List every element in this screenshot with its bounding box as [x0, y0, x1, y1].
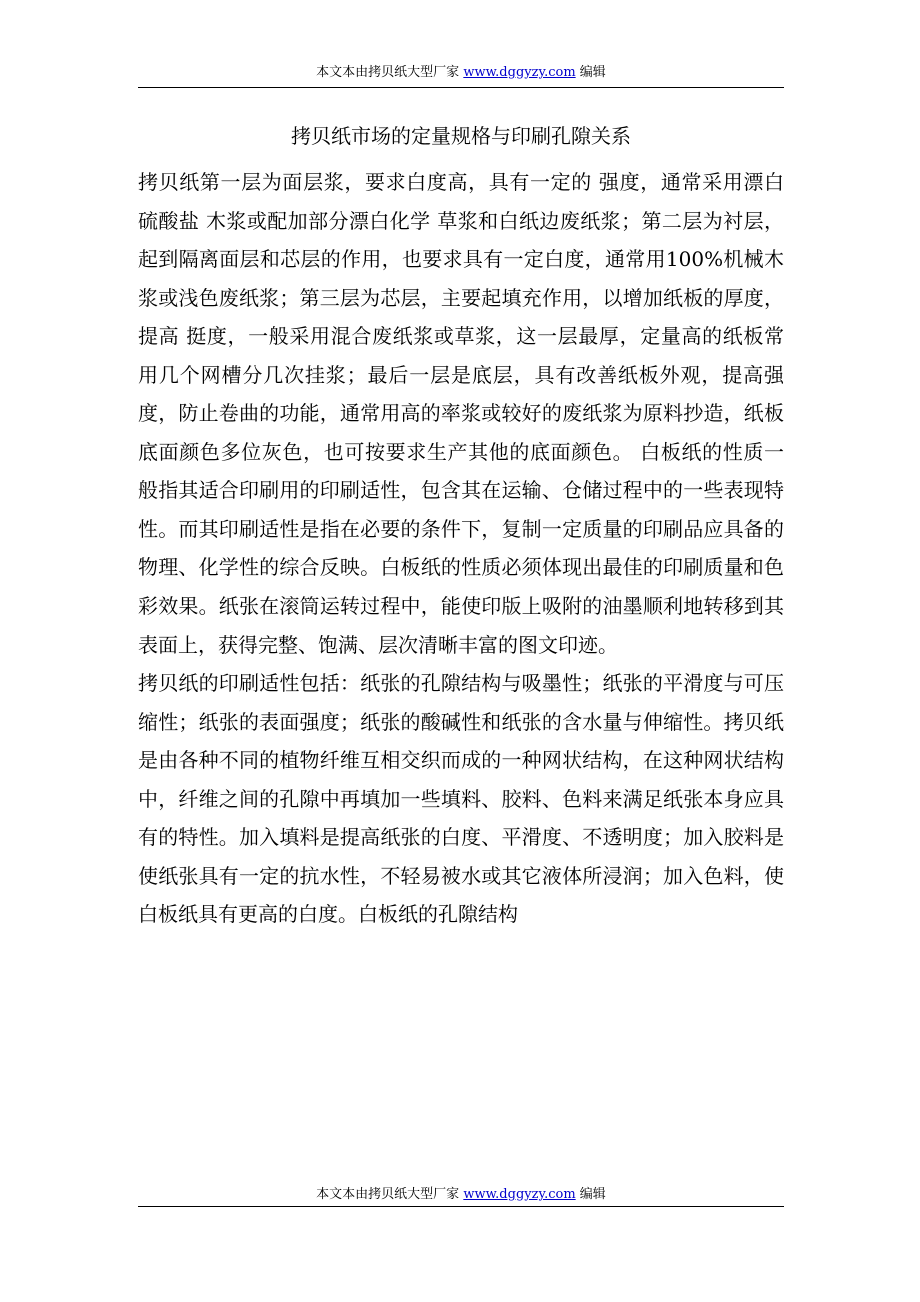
document-body — [138, 163, 784, 934]
page-footer — [138, 1187, 784, 1203]
page-header — [138, 65, 784, 81]
footer-rule — [138, 1206, 784, 1207]
footer-link[interactable]: www.dggyzy.com — [463, 1187, 576, 1202]
body-paragraph-1: 拷贝纸第一层为面层浆，要求白度高，具有一定的 强度，通常采用漂白硫酸盐 木浆或配加部分漂白化学 草浆和白纸边废纸浆；第二层为衬层，起到隔离面层和芯层的作用，也要求具有一定白度，通常用100%机械木浆或浅色废纸浆；第三层为芯层，主要起填充作用，以增加纸板的厚度，提高 挺度，一般采用混合废纸浆或草浆，这一层最厚，定量高的纸板常用几个网槽分几次挂浆；最后一层是底层，具有改善纸板外观，提高强度，防止卷曲的功能，通常用高的率浆或较好的废纸浆为原料抄造，纸板底面颜色多位灰色，也可按要求生产其他的底面颜色。 白板纸的性质一般指其适合印刷用的印刷适性，包含其在运输、仓储过程中的一些表现特性。而其印刷适性是指在必要的条件下，复制一定质量的印刷品应具备的物理、化学性的综合反映。白板纸的性质必须体现出最佳的印刷质量和色彩效果。纸张在滚筒运转过程中，能使印版上吸附的油墨顺利地转移到其表面上，获得完整、饱满、层次清晰丰富的图文印迹。 — [138, 170, 784, 657]
footer-suffix: 编辑 — [579, 1187, 606, 1202]
header-text: 本文本由拷贝纸大型厂家 — [316, 65, 460, 80]
footer-text: 本文本由拷贝纸大型厂家 — [316, 1187, 460, 1202]
body-paragraph-2: 拷贝纸的印刷适性包括：纸张的孔隙结构与吸墨性；纸张的平滑度与可压缩性；纸张的表面强度；纸张的酸碱性和纸张的含水量与伸缩性。拷贝纸是由各种不同的植物纤维互相交织而成的一种网状结构，在这种网状结构中，纤维之间的孔隙中再填加一些填料、胶料、色料来满足纸张本身应具有的特性。加入填料是提高纸张的白度、平滑度、不透明度；加入胶料是使纸张具有一定的抗水性，不轻易被水或其它液体所浸润；加入色料，使白板纸具有更高的白度。白板纸的孔隙结构 — [138, 671, 784, 927]
header-rule — [138, 87, 784, 88]
header-link[interactable]: www.dggyzy.com — [463, 65, 576, 80]
header-suffix: 编辑 — [579, 65, 606, 80]
document-title: 拷贝纸市场的定量规格与印刷孔隙关系 — [291, 124, 631, 148]
